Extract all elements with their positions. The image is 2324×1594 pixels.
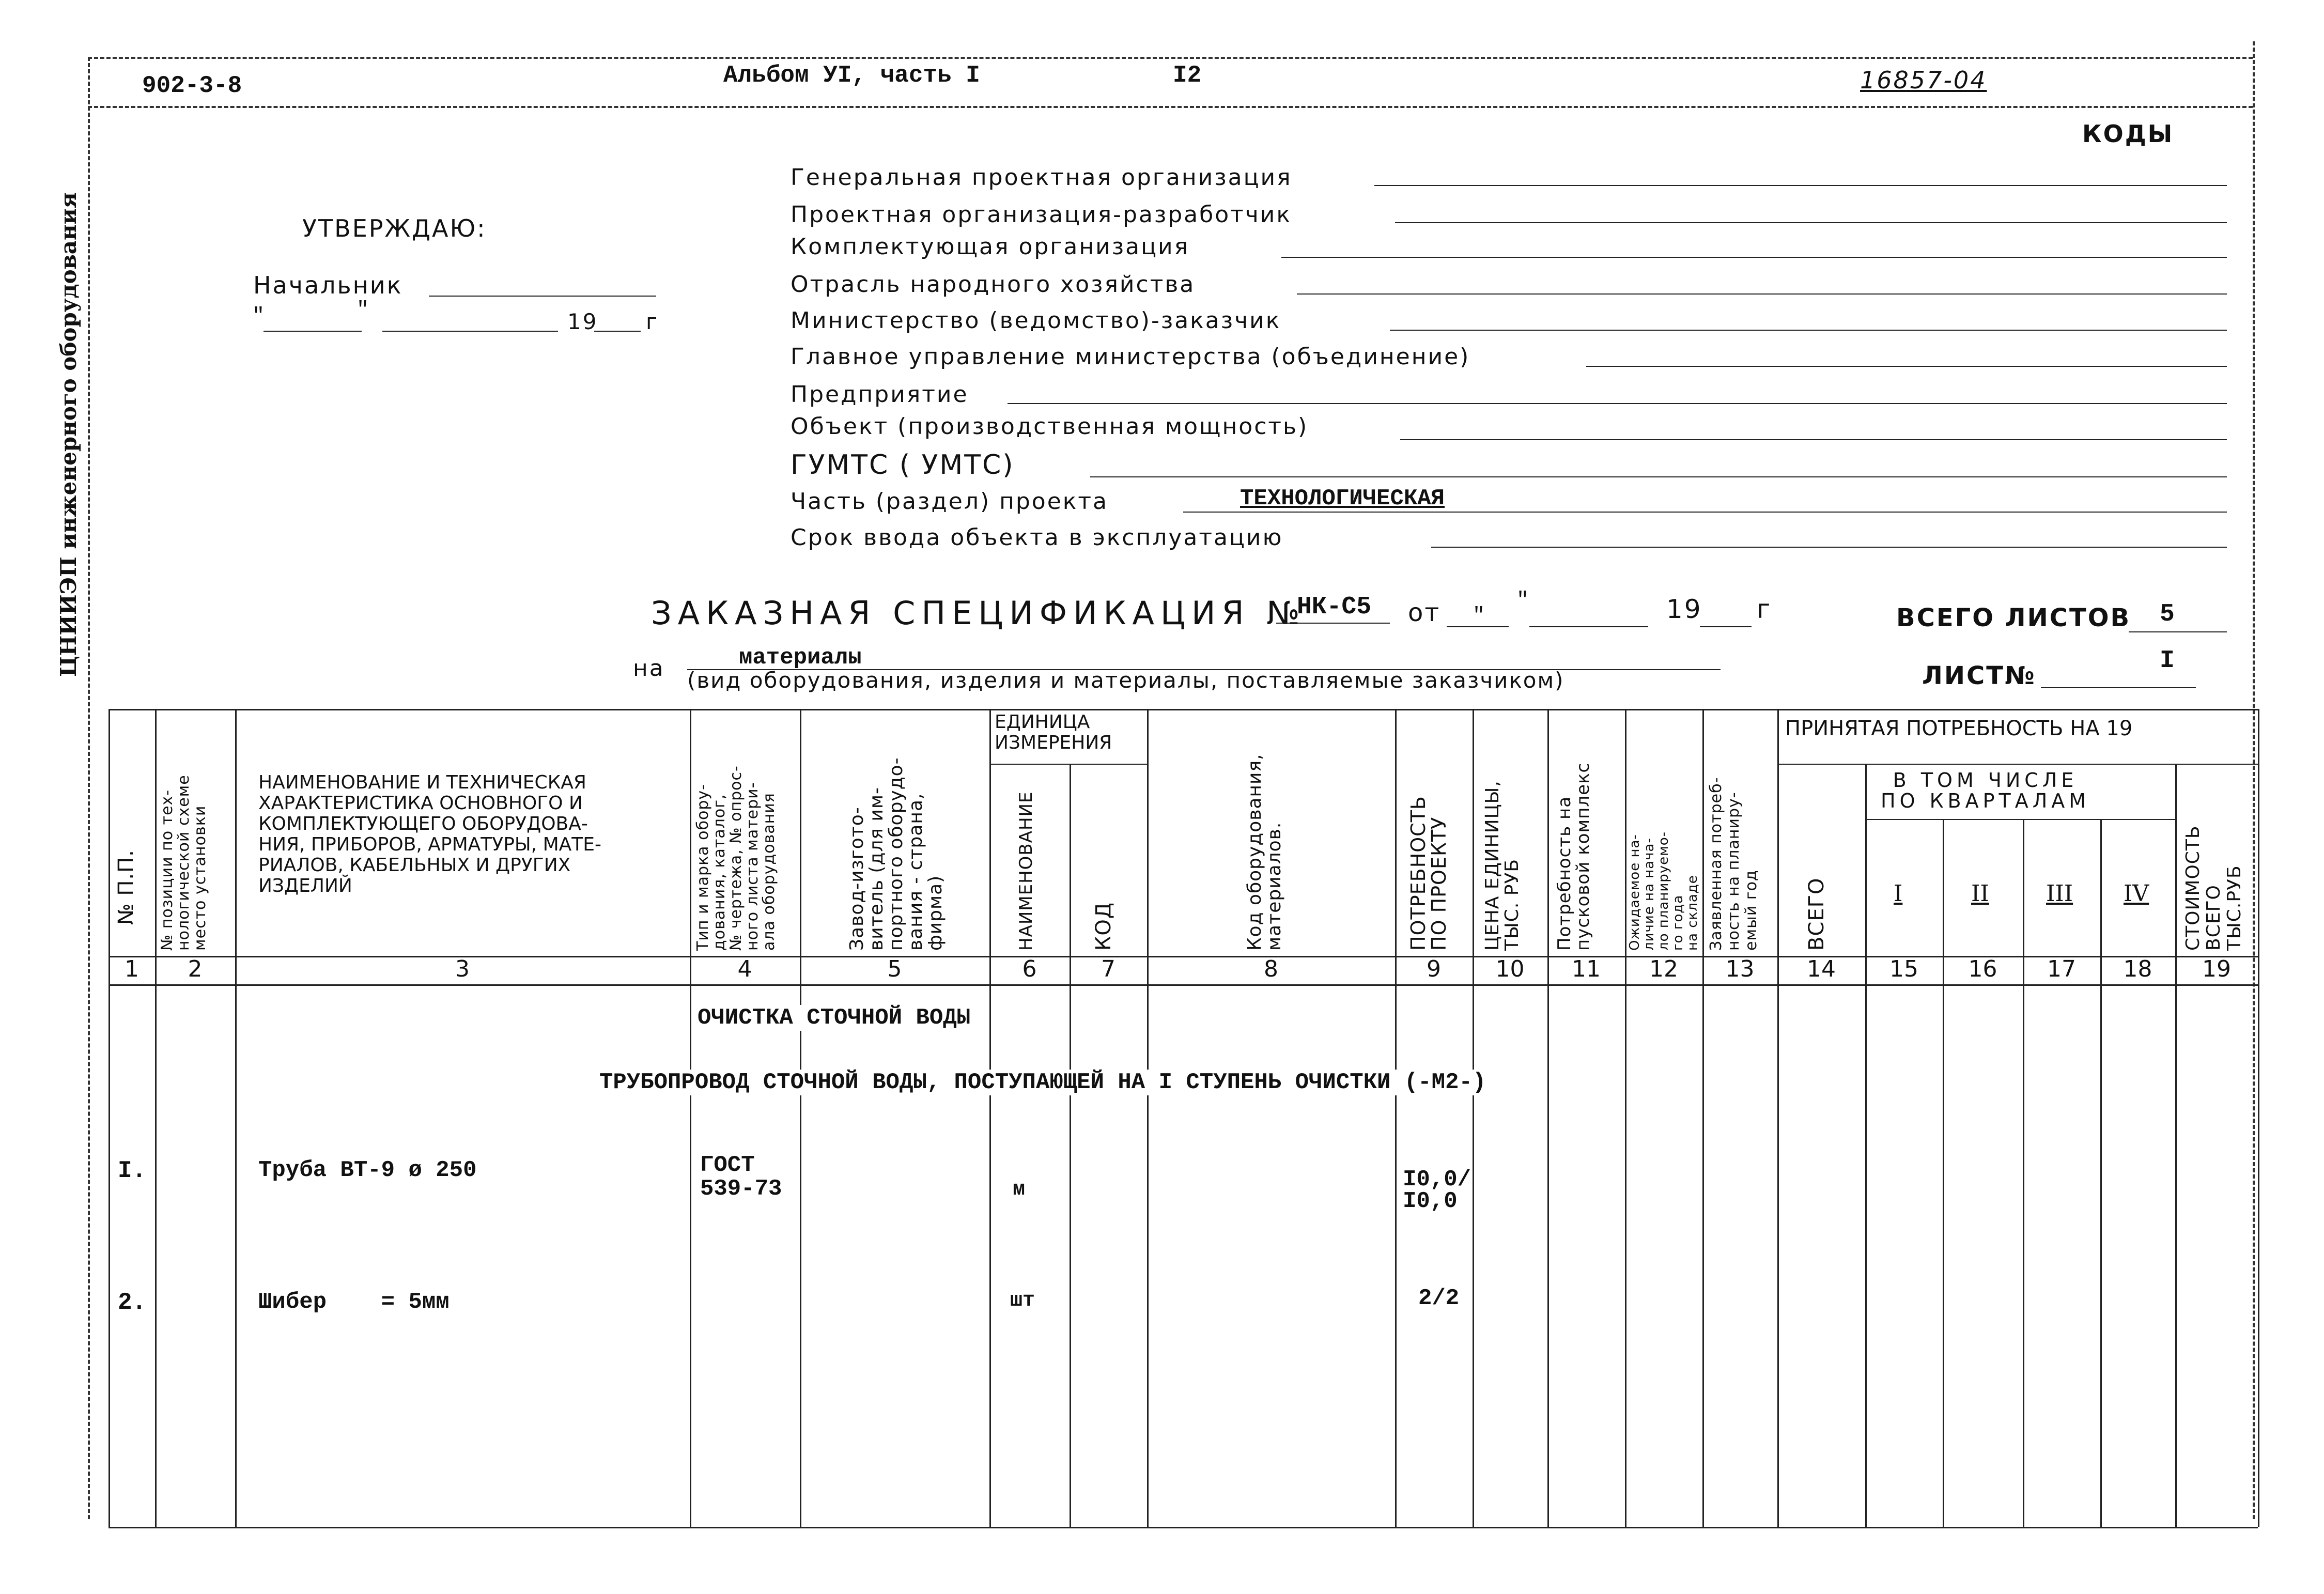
header-c8: Код оборудования, материалов. — [1244, 753, 1285, 951]
page-number: I2 — [1173, 62, 1202, 89]
row-name: Шибер = 5мм — [258, 1289, 450, 1315]
col-line-3 — [690, 709, 691, 1527]
colnum-19: 19 — [2202, 956, 2231, 982]
col-line-11 — [1625, 709, 1626, 1527]
spec-quote-close: " — [1516, 589, 1529, 612]
org-field-general-line — [1374, 185, 2227, 186]
colnum-3: 3 — [455, 956, 470, 982]
col-line-7 — [1147, 709, 1149, 1527]
header-c19: СТОИМОСТЬ ВСЕГО ТЫС.РУБ — [2182, 825, 2245, 951]
colnum-5: 5 — [887, 956, 902, 982]
colnum-15: 15 — [1889, 956, 1918, 982]
approve-month-line — [382, 331, 558, 332]
unit-group-line — [989, 764, 1147, 765]
spec-subject-hint: (вид оборудования, изделия и материалы, поставляемые заказчиком) — [687, 668, 1564, 693]
colnum-10: 10 — [1495, 956, 1525, 982]
row-type: ГОСТ 539-73 — [700, 1152, 782, 1202]
org-field-ministry-line — [1390, 330, 2227, 331]
col-line-8 — [1395, 709, 1397, 1527]
side-organization-label: ЦНИИЭП инженерного оборудования — [56, 192, 81, 677]
total-sheets-value: 5 — [2160, 600, 2175, 628]
accepted-group-line — [1777, 764, 2258, 765]
approve-day-line — [264, 331, 362, 332]
total-sheets-label: ВСЕГО ЛИСТОВ — [1896, 603, 2131, 632]
approve-year: 19 — [567, 309, 598, 334]
colnum-11: 11 — [1572, 956, 1601, 982]
colnum-8: 8 — [1264, 956, 1278, 982]
row-number: I. — [118, 1157, 147, 1184]
page-border-right — [2253, 41, 2255, 1519]
spec-on-label: на — [633, 655, 665, 682]
section-title: ОЧИСТКА СТОЧНОЙ ВОДЫ — [698, 1005, 971, 1031]
spec-title: ЗАКАЗНАЯ СПЕЦИФИКАЦИЯ № — [651, 594, 1306, 632]
inventory-number: 16857-04 — [1860, 66, 1987, 94]
table-top-line — [109, 709, 2258, 710]
org-field-object: Объект (производственная мощность) — [791, 413, 1309, 440]
colnum-6: 6 — [1022, 956, 1037, 982]
codes-label: КОДЫ — [2082, 120, 2174, 148]
approve-title: УТВЕРЖДАЮ: — [302, 214, 487, 242]
header-c7: КОД — [1092, 902, 1115, 951]
header-c4: Тип и марка обору- дования, каталог, № чертежа, № опрос- ного листа матери- ала оборудования — [694, 765, 778, 951]
col-line-18 — [2175, 764, 2177, 1527]
org-field-developer-line — [1395, 222, 2227, 223]
approve-year-line — [594, 331, 641, 332]
col-line-16 — [2023, 819, 2024, 1527]
col-line-10 — [1547, 709, 1549, 1527]
row-number: 2. — [118, 1289, 147, 1316]
chief-signature-line — [429, 296, 656, 297]
header-c11: Потребность на пусковой комплекс — [1554, 762, 1593, 951]
org-field-department-line — [1586, 366, 2227, 367]
approve-quote-close: " — [357, 299, 369, 322]
col-line-5 — [989, 709, 991, 1527]
col-line-14 — [1865, 764, 1867, 1527]
org-field-gumts-line — [1090, 476, 2227, 477]
colnum-7: 7 — [1101, 956, 1115, 982]
approve-year-suffix: г — [646, 309, 659, 334]
org-field-commissioning: Срок ввода объекта в эксплуатацию — [791, 524, 1283, 551]
org-field-enterprise-line — [1008, 403, 2227, 404]
col-line-17 — [2100, 819, 2102, 1527]
sheet-value: I — [2160, 647, 2175, 675]
spec-year-line — [1700, 626, 1752, 627]
org-field-supplier-line — [1281, 257, 2227, 258]
org-field-department: Главное управление министерства (объединение) — [791, 344, 1470, 370]
row-unit: шт — [1010, 1289, 1035, 1312]
org-field-project-part-value: ТЕХНОЛОГИЧЕСКАЯ — [1240, 486, 1445, 512]
col-line-12 — [1702, 709, 1704, 1527]
col-line-9 — [1473, 709, 1474, 1527]
col-line-15 — [1943, 819, 1944, 1527]
header-unit-group: ЕДИНИЦА ИЗМЕРЕНИЯ — [995, 711, 1112, 753]
colnum-16: 16 — [1968, 956, 1997, 982]
org-field-project-part-line — [1183, 512, 2227, 513]
total-sheets-line — [2129, 631, 2227, 632]
spec-quote-open: " — [1473, 605, 1485, 628]
header-c5: Завод-изгото- витель (для им- портного оборудо- вания - страна, фирма) — [846, 757, 946, 951]
org-field-enterprise: Предприятие — [791, 381, 969, 408]
col-line-13 — [1777, 709, 1779, 1527]
header-c18: IV — [2124, 880, 2149, 907]
header-c9: ПОТРЕБНОСТЬ ПО ПРОЕКТУ — [1407, 796, 1450, 951]
table-number-row-bottom — [109, 984, 2258, 986]
org-field-project-part: Часть (раздел) проекта — [791, 488, 1108, 515]
colnum-14: 14 — [1807, 956, 1836, 982]
colnum-12: 12 — [1649, 956, 1678, 982]
row-name: Труба ВТ-9 ø 250 — [258, 1157, 477, 1183]
spec-year-suffix: г — [1757, 594, 1772, 624]
quarters-group-line — [1865, 819, 2175, 820]
org-field-object-line — [1400, 439, 2227, 440]
colnum-18: 18 — [2123, 956, 2152, 982]
table-bottom-line — [109, 1527, 2258, 1528]
subsection-title: ТРУБОПРОВОД СТОЧНОЙ ВОДЫ, ПОСТУПАЮЩЕЙ НА I СТУПЕНЬ ОЧИСТКИ (-М2-) — [599, 1070, 1486, 1095]
header-c15: I — [1894, 880, 1903, 907]
org-field-general: Генеральная проектная организация — [791, 164, 1292, 191]
row-unit: м — [1013, 1178, 1026, 1201]
page-border-top — [88, 57, 2253, 59]
spec-from-label: от — [1408, 598, 1441, 627]
colnum-1: 1 — [125, 956, 139, 982]
header-c6: НАИМЕНОВАНИЕ — [1016, 791, 1036, 951]
spec-month-line — [1529, 626, 1648, 627]
header-c12: Ожидаемое на- личие на нача- ло планируемо- го года на складе — [1627, 831, 1700, 951]
spec-number-line — [1276, 623, 1390, 624]
doc-code: 902-3-8 — [142, 72, 242, 99]
header-c3: НАИМЕНОВАНИЕ И ТЕХНИЧЕСКАЯ ХАРАКТЕРИСТИКА ОСНОВНОГО И КОМПЛЕКТУЮЩЕГО ОБОРУДОВА- НИЯ, ПРИБОРОВ, АРМАТУРЫ, МАТЕ- РИАЛОВ, КАБЕЛЬНЫХ И ДРУГИХ ИЗДЕЛИЙ — [258, 772, 601, 896]
row-need: I0,0/ I0,0 — [1403, 1167, 1471, 1214]
org-field-industry-line — [1297, 293, 2227, 295]
colnum-4: 4 — [737, 956, 752, 982]
org-field-industry: Отрасль народного хозяйства — [791, 271, 1196, 298]
header-accepted-group: ПРИНЯТАЯ ПОТРЕБНОСТЬ НА 19 — [1785, 717, 2133, 740]
colnum-9: 9 — [1427, 956, 1441, 982]
header-c10: ЦЕНА ЕДИНИЦЫ, ТЫС. РУБ — [1482, 780, 1523, 951]
sheet-line — [2041, 687, 2196, 688]
spec-number: НК-С5 — [1297, 593, 1372, 621]
col-line-6 — [1070, 764, 1071, 1527]
header-c13: Заявленная потреб- ность на планиру- емый год — [1707, 777, 1760, 951]
sheet-label: ЛИСТ№ — [1922, 661, 2036, 690]
header-c2: № позиции по тех- нологической схеме место установки — [158, 775, 209, 951]
colnum-17: 17 — [2047, 956, 2076, 982]
top-divider — [88, 106, 2253, 108]
header-c1: № П.П. — [114, 849, 138, 925]
header-c14: ВСЕГО — [1805, 877, 1829, 951]
org-field-supplier: Комплектующая организация — [791, 234, 1190, 260]
header-c17: III — [2046, 880, 2073, 907]
col-line-0 — [109, 709, 110, 1527]
col-line-19 — [2258, 709, 2259, 1527]
row-need: 2/2 — [1418, 1286, 1460, 1311]
spec-day-line — [1447, 626, 1509, 627]
org-field-gumts: ГУМТС ( УМТС) — [791, 450, 1015, 481]
approve-quote-open: " — [252, 305, 265, 328]
spec-subject: материалы — [739, 645, 862, 671]
org-field-commissioning-line — [1431, 547, 2227, 548]
spec-year: 19 — [1666, 594, 1702, 624]
col-line-1 — [155, 709, 157, 1527]
colnum-2: 2 — [188, 956, 203, 982]
album-title: Альбом УI, часть I — [723, 62, 980, 89]
chief-label: Начальник — [253, 271, 403, 299]
org-field-ministry: Министерство (ведомство)-заказчик — [791, 307, 1281, 334]
header-quarters-group: В ТОМ ЧИСЛЕ ПО КВАРТАЛАМ — [1881, 769, 2090, 812]
page-border-left — [88, 57, 90, 1519]
header-c16: II — [1971, 880, 1989, 907]
org-field-developer: Проектная организация-разработчик — [791, 202, 1292, 228]
colnum-13: 13 — [1725, 956, 1755, 982]
col-line-2 — [235, 709, 237, 1527]
col-line-4 — [800, 709, 801, 1527]
